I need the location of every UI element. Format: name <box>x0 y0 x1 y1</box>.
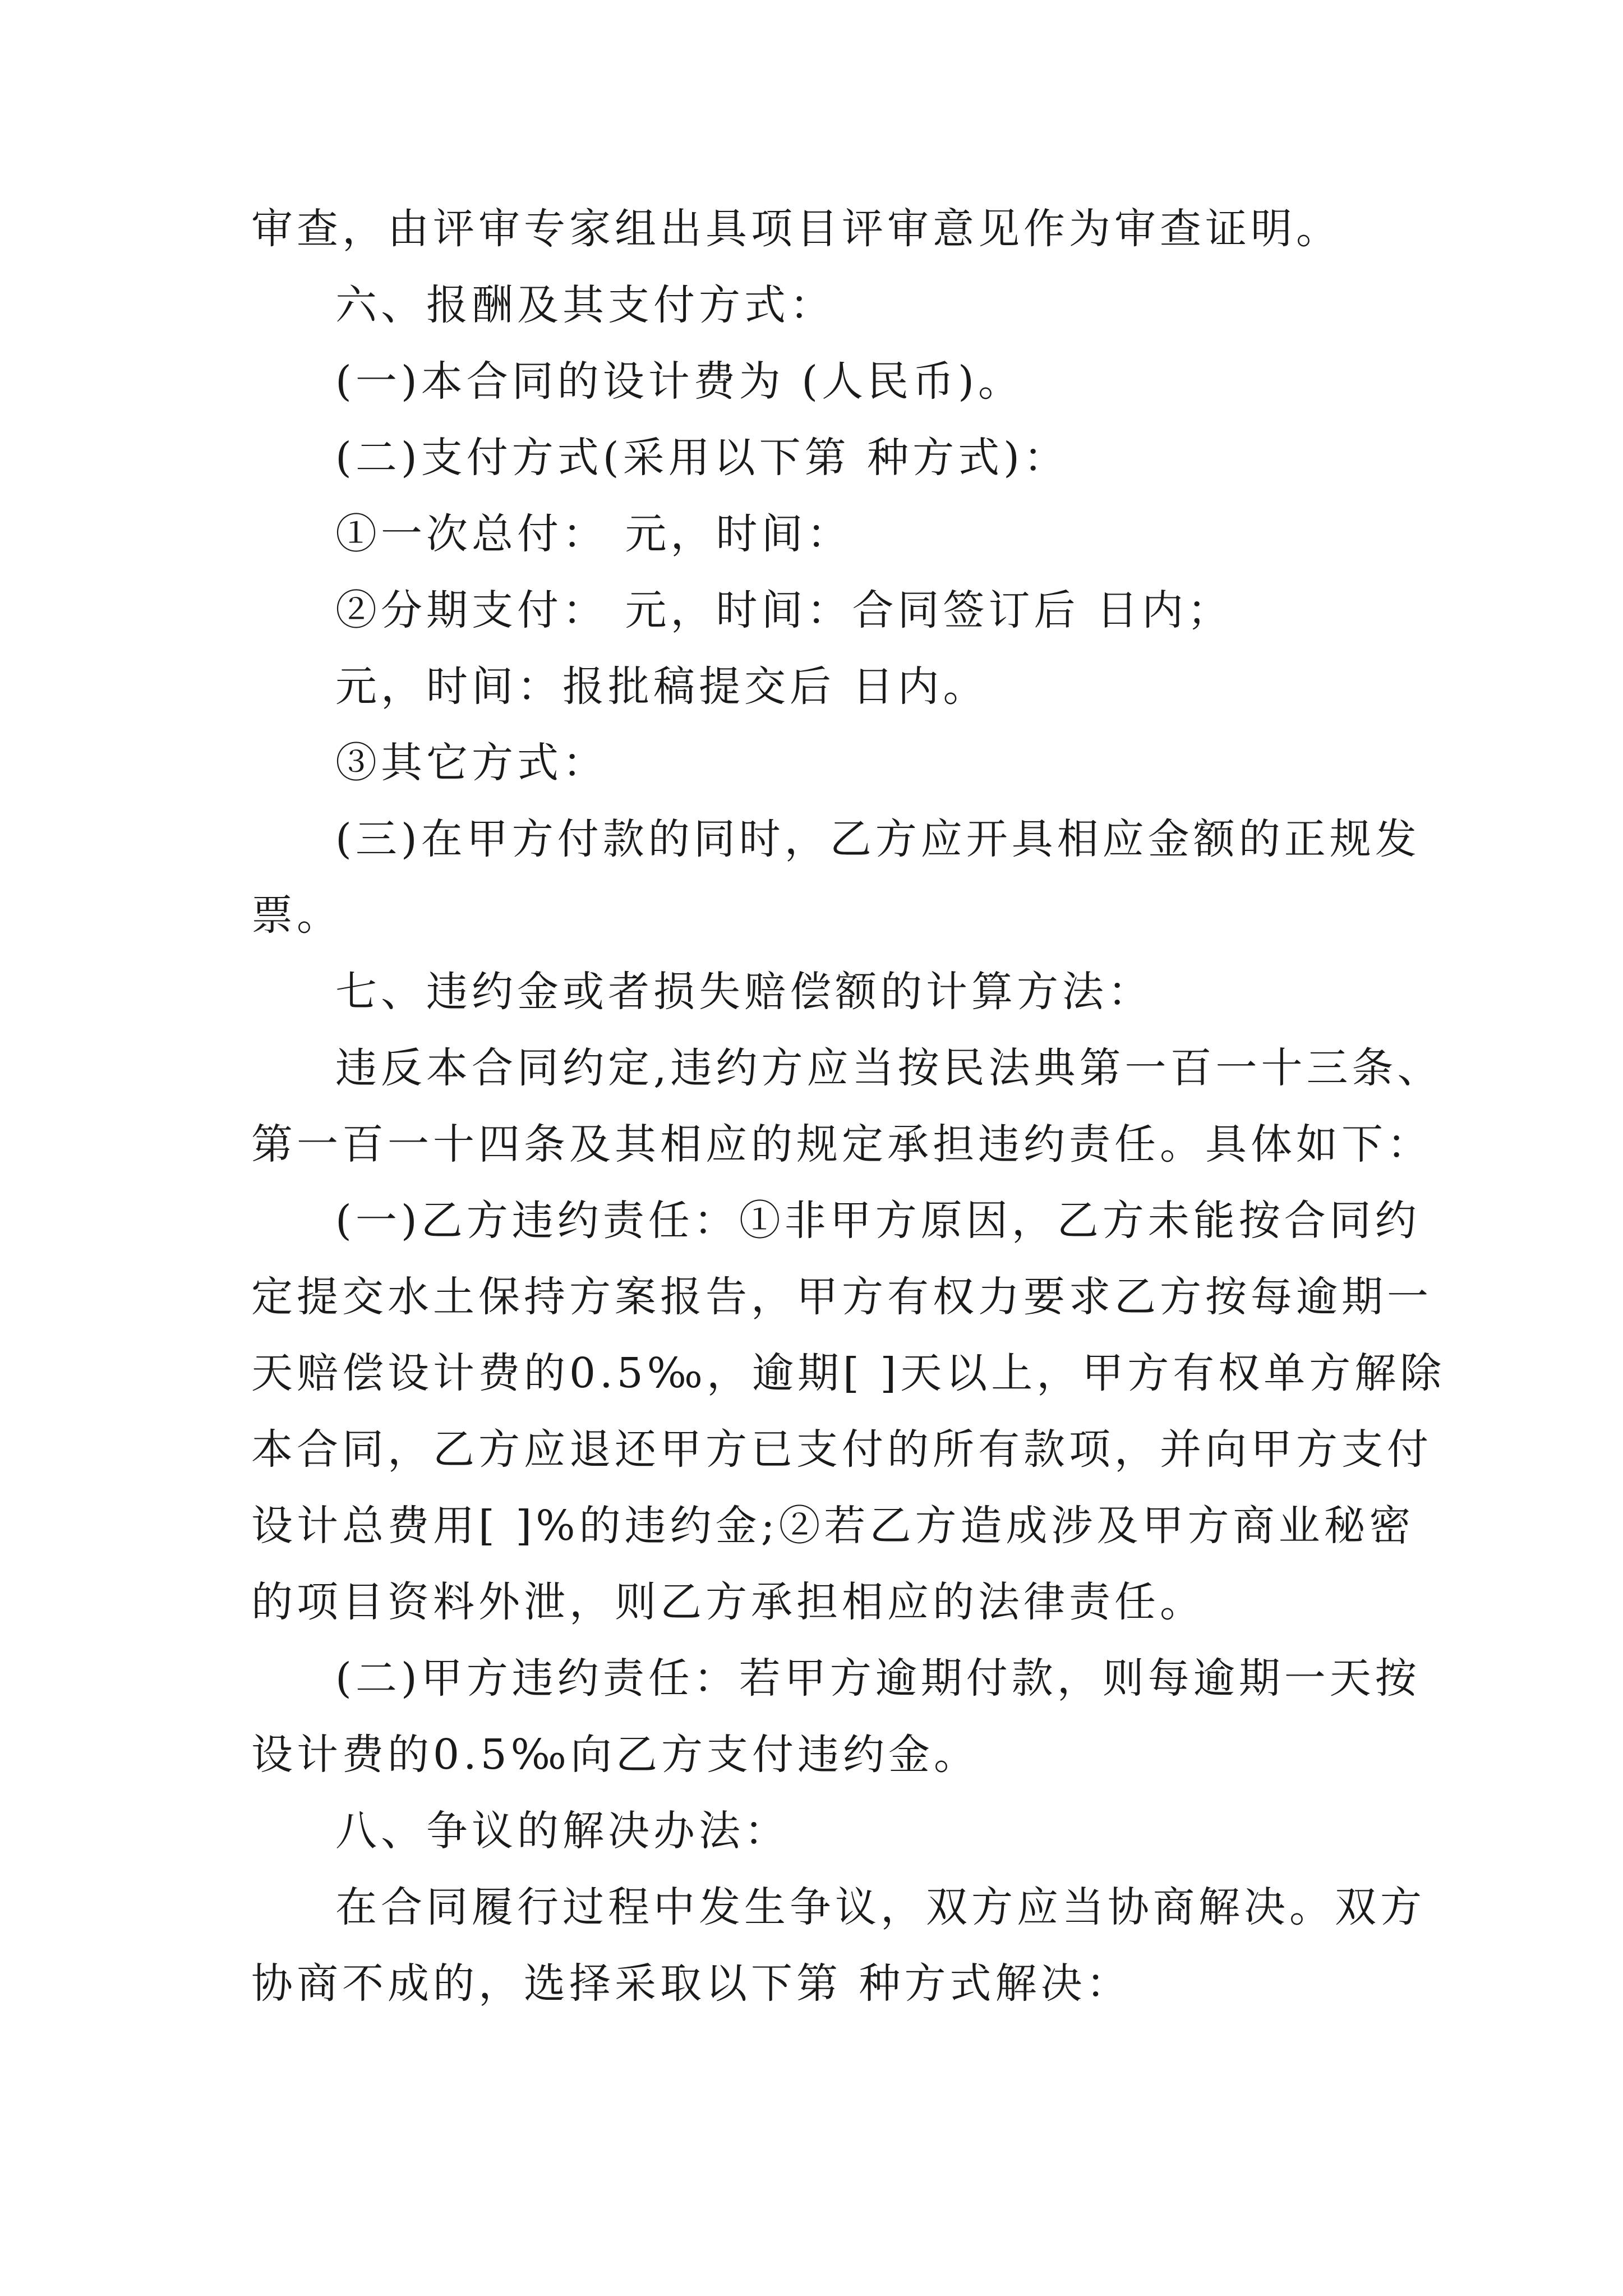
text-line: (一)本合同的设计费为 (人民币)。 <box>335 357 1024 406</box>
text-line: 天赔偿设计费的0.5‰，逾期[ ]天以上，甲方有权单方解除 <box>251 1349 1446 1397</box>
section-heading-dispute: 八、争议的解决办法： <box>335 1807 790 1855</box>
text-line: 本合同，乙方应退还甲方已支付的所有款项，并向甲方支付 <box>251 1425 1432 1474</box>
section-heading-penalty: 七、违约金或者损失赔偿额的计算方法： <box>335 968 1153 1016</box>
text-line: ③其它方式： <box>335 739 608 787</box>
text-line: (二)支付方式(采用以下第 种方式)： <box>335 434 1069 482</box>
section-heading-remuneration: 六、报酬及其支付方式： <box>335 281 835 329</box>
text-line: (一)乙方违约责任：①非甲方原因，乙方未能按合同约 <box>335 1197 1421 1245</box>
document-body <box>251 191 1446 2022</box>
text-line: 票。 <box>251 891 342 940</box>
text-line: 审查，由评审专家组出具项目评审意见作为审查证明。 <box>251 205 1341 253</box>
text-line: 设计费的0.5‰向乙方支付违约金。 <box>251 1731 979 1779</box>
text-line: 定提交水土保持方案报告，甲方有权力要求乙方按每逾期一 <box>251 1273 1432 1321</box>
text-line: 的项目资料外泄，则乙方承担相应的法律责任。 <box>251 1578 1205 1626</box>
text-line: 在合同履行过程中发生争议，双方应当协商解决。双方 <box>335 1883 1426 1931</box>
text-line: 元，时间：报批稿提交后 日内。 <box>335 662 989 711</box>
text-line: (二)甲方违约责任：若甲方逾期付款，则每逾期一天按 <box>335 1654 1421 1703</box>
text-line: ②分期支付： 元，时间：合同签订后 日内； <box>335 586 1233 634</box>
text-line: 第一百一十四条及其相应的规定承担违约责任。具体如下： <box>251 1120 1432 1168</box>
text-line: 设计总费用[ ]%的违约金;②若乙方造成涉及甲方商业秘密 <box>251 1502 1415 1550</box>
text-line: ①一次总付： 元，时间： <box>335 510 852 558</box>
text-line: (三)在甲方付款的同时，乙方应开具相应金额的正规发 <box>335 815 1421 863</box>
text-line: 协商不成的，选择采取以下第 种方式解决： <box>251 1959 1132 2008</box>
text-line: 违反本合同约定,违约方应当按民法典第一百一十三条、 <box>335 1044 1443 1092</box>
